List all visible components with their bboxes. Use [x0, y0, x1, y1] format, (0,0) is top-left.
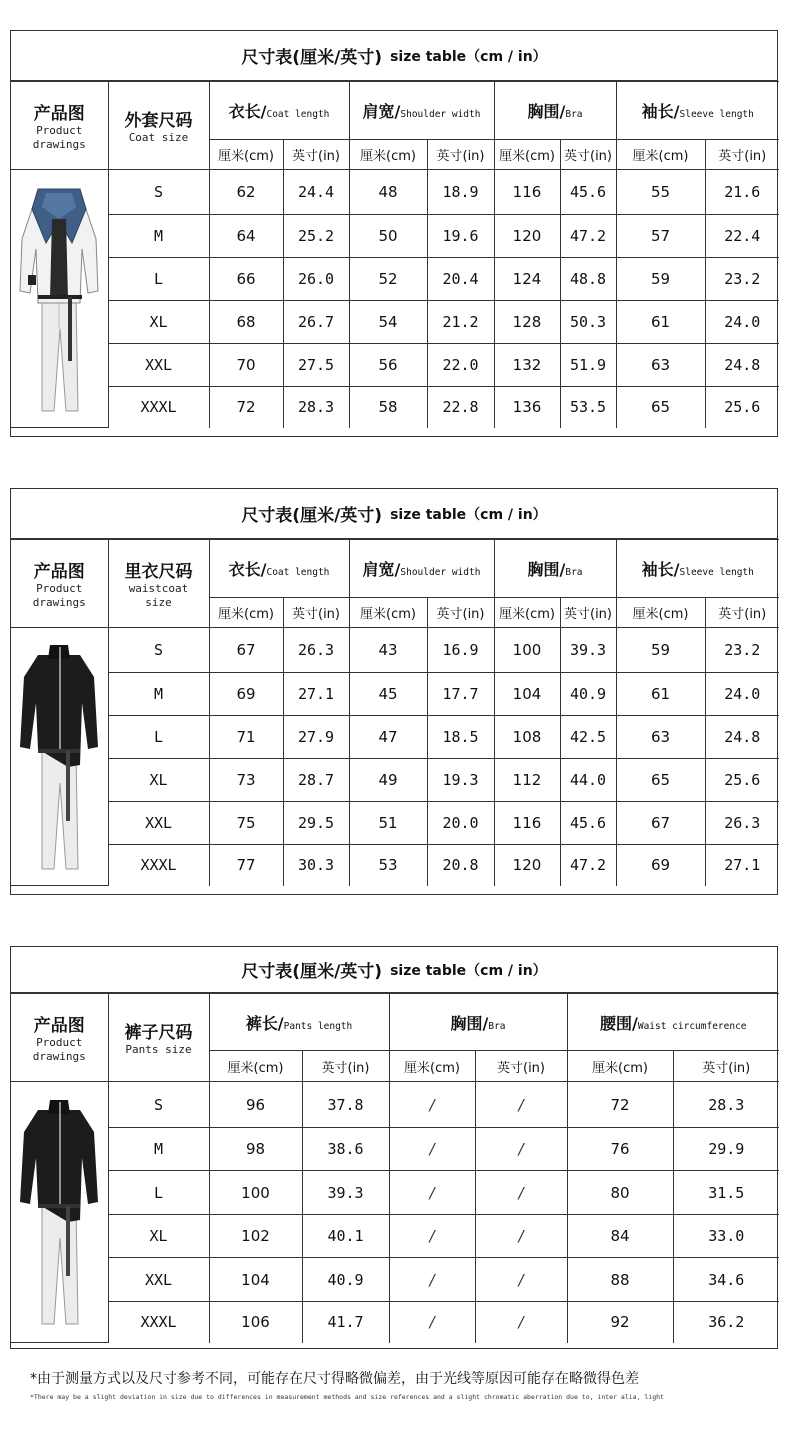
value-cell: 67 [616, 802, 705, 845]
value-cell: 120 [494, 215, 560, 258]
value-cell: 39.3 [560, 628, 616, 673]
value-cell: 69 [616, 845, 705, 886]
size-cell: XL [108, 1215, 209, 1258]
value-cell: 100 [494, 628, 560, 673]
value-cell: 70 [209, 344, 283, 387]
value-cell: 55 [616, 170, 705, 215]
unit-cm: 厘米(cm) [209, 140, 283, 170]
value-cell: 63 [616, 716, 705, 759]
value-cell: 29.9 [673, 1128, 779, 1171]
value-cell: / [389, 1258, 475, 1302]
value-cell: 28.7 [283, 759, 349, 802]
title-en: size table（cm / in） [390, 48, 547, 65]
value-cell: 24.0 [705, 301, 779, 344]
value-cell: 22.4 [705, 215, 779, 258]
value-cell: 38.6 [302, 1128, 389, 1171]
unit-in: 英寸(in) [560, 598, 616, 628]
value-cell: 20.8 [427, 845, 494, 886]
value-cell: 63 [616, 344, 705, 387]
table-row [11, 1128, 779, 1171]
table-row [11, 628, 779, 673]
product-drawing-coat [11, 170, 108, 428]
value-cell: 25.6 [705, 759, 779, 802]
value-cell: 26.3 [705, 802, 779, 845]
product-drawing-waistcoat [11, 628, 108, 886]
value-cell: 25.6 [705, 387, 779, 428]
pants-outfit-image [16, 1092, 102, 1332]
table-row [11, 716, 779, 759]
value-cell: 24.8 [705, 716, 779, 759]
value-cell: 52 [349, 258, 427, 301]
size-cell: M [108, 673, 209, 716]
unit-in: 英寸(in) [427, 598, 494, 628]
unit-in: 英寸(in) [673, 1051, 779, 1082]
unit-in: 英寸(in) [302, 1051, 389, 1082]
value-cell: 59 [616, 258, 705, 301]
value-cell: 27.1 [705, 845, 779, 886]
value-cell: 66 [209, 258, 283, 301]
value-cell: 20.0 [427, 802, 494, 845]
value-cell: 56 [349, 344, 427, 387]
table-row [11, 759, 779, 802]
group-coat-length: 衣长/Coat length [209, 540, 349, 598]
size-cell: XL [108, 301, 209, 344]
disclaimer-en: *There may be a slight deviation in size due to differences in measurement methods and size references and a slight chromatic aberration due to, inter alia, light [30, 1393, 664, 1401]
value-cell: 71 [209, 716, 283, 759]
value-cell: 22.0 [427, 344, 494, 387]
value-cell: 16.9 [427, 628, 494, 673]
group-sleeve-length: 袖长/Sleeve length [616, 540, 779, 598]
table-row [11, 1082, 779, 1128]
unit-in: 英寸(in) [475, 1051, 567, 1082]
value-cell: 24.8 [705, 344, 779, 387]
value-cell: / [475, 1258, 567, 1302]
value-cell: 124 [494, 258, 560, 301]
value-cell: 45.6 [560, 802, 616, 845]
unit-in: 英寸(in) [705, 598, 779, 628]
table-row [11, 387, 779, 428]
size-cell: XXL [108, 344, 209, 387]
value-cell: 40.9 [302, 1258, 389, 1302]
unit-cm: 厘米(cm) [349, 598, 427, 628]
value-cell: 17.7 [427, 673, 494, 716]
value-cell: 26.3 [283, 628, 349, 673]
title-zh: 尺寸表(厘米/英寸) [241, 506, 383, 526]
value-cell: 40.1 [302, 1215, 389, 1258]
value-cell: 112 [494, 759, 560, 802]
unit-cm: 厘米(cm) [389, 1051, 475, 1082]
size-cell: XXL [108, 1258, 209, 1302]
group-shoulder-width: 肩宽/Shoulder width [349, 540, 494, 598]
value-cell: 106 [209, 1302, 302, 1343]
unit-cm: 厘米(cm) [616, 598, 705, 628]
value-cell: 26.0 [283, 258, 349, 301]
table-row [11, 170, 779, 215]
table-row [11, 344, 779, 387]
size-cell: XXL [108, 802, 209, 845]
value-cell: 43 [349, 628, 427, 673]
table-row [11, 845, 779, 886]
value-cell: 64 [209, 215, 283, 258]
table-row [11, 673, 779, 716]
table-title [11, 31, 777, 81]
value-cell: 30.3 [283, 845, 349, 886]
value-cell: 19.6 [427, 215, 494, 258]
value-cell: / [389, 1171, 475, 1215]
value-cell: 24.0 [705, 673, 779, 716]
unit-in: 英寸(in) [560, 140, 616, 170]
value-cell: 104 [209, 1258, 302, 1302]
value-cell: 61 [616, 301, 705, 344]
group-shoulder-width: 肩宽/Shoulder width [349, 82, 494, 140]
size-label-zh: 外套尺码 [124, 111, 193, 131]
title-en: size table（cm / in） [390, 962, 547, 979]
size-cell: M [108, 1128, 209, 1171]
table-row [11, 1215, 779, 1258]
unit-cm: 厘米(cm) [494, 598, 560, 628]
drawings-label-zh: 产品图 [33, 104, 85, 124]
value-cell: 57 [616, 215, 705, 258]
value-cell: 53 [349, 845, 427, 886]
drawings-label-en: Product drawings [32, 1036, 86, 1063]
value-cell: 23.2 [705, 258, 779, 301]
value-cell: 39.3 [302, 1171, 389, 1215]
size-header [108, 540, 209, 628]
value-cell: 26.7 [283, 301, 349, 344]
value-cell: 53.5 [560, 387, 616, 428]
value-cell: 50.3 [560, 301, 616, 344]
value-cell: 51.9 [560, 344, 616, 387]
size-cell: XXXL [108, 845, 209, 886]
value-cell: 67 [209, 628, 283, 673]
value-cell: / [389, 1082, 475, 1128]
coat-size-table [10, 30, 778, 437]
group-sleeve-length: 袖长/Sleeve length [616, 82, 779, 140]
value-cell: 76 [567, 1128, 673, 1171]
value-cell: 48.8 [560, 258, 616, 301]
table-row [11, 301, 779, 344]
drawings-header [11, 82, 108, 170]
table-row [11, 1302, 779, 1343]
size-header [108, 82, 209, 170]
value-cell: 61 [616, 673, 705, 716]
drawings-label-zh: 产品图 [33, 562, 85, 582]
value-cell: 65 [616, 387, 705, 428]
value-cell: 84 [567, 1215, 673, 1258]
value-cell: 80 [567, 1171, 673, 1215]
value-cell: 18.9 [427, 170, 494, 215]
unit-cm: 厘米(cm) [209, 598, 283, 628]
value-cell: 28.3 [283, 387, 349, 428]
title-zh: 尺寸表(厘米/英寸) [241, 48, 383, 68]
size-label-en: Coat size [128, 131, 189, 144]
value-cell: 73 [209, 759, 283, 802]
size-cell: XXXL [108, 387, 209, 428]
value-cell: / [389, 1215, 475, 1258]
value-cell: 21.6 [705, 170, 779, 215]
table-row [11, 258, 779, 301]
value-cell: 50 [349, 215, 427, 258]
value-cell: 22.8 [427, 387, 494, 428]
value-cell: 47.2 [560, 215, 616, 258]
value-cell: 69 [209, 673, 283, 716]
size-cell: L [108, 1171, 209, 1215]
value-cell: 44.0 [560, 759, 616, 802]
value-cell: 20.4 [427, 258, 494, 301]
value-cell: 68 [209, 301, 283, 344]
value-cell: 65 [616, 759, 705, 802]
value-cell: 51 [349, 802, 427, 845]
unit-cm: 厘米(cm) [494, 140, 560, 170]
coat-outfit-image [16, 179, 102, 419]
value-cell: 58 [349, 387, 427, 428]
unit-cm: 厘米(cm) [349, 140, 427, 170]
unit-in: 英寸(in) [427, 140, 494, 170]
pants-size-table [10, 946, 778, 1349]
drawings-label-en: Product drawings [32, 582, 86, 609]
table-title [11, 489, 777, 539]
table-row [11, 802, 779, 845]
value-cell: 72 [567, 1082, 673, 1128]
value-cell: / [389, 1302, 475, 1343]
value-cell: 27.5 [283, 344, 349, 387]
group-pants-length: 裤长/Pants length [209, 994, 389, 1051]
size-cell: M [108, 215, 209, 258]
unit-cm: 厘米(cm) [567, 1051, 673, 1082]
value-cell: 47.2 [560, 845, 616, 886]
drawings-header [11, 994, 108, 1082]
size-cell: XXXL [108, 1302, 209, 1343]
group-bra: 胸围/Bra [494, 82, 616, 140]
value-cell: 98 [209, 1128, 302, 1171]
value-cell: 28.3 [673, 1082, 779, 1128]
value-cell: 54 [349, 301, 427, 344]
value-cell: / [475, 1302, 567, 1343]
value-cell: / [475, 1082, 567, 1128]
value-cell: 108 [494, 716, 560, 759]
group-waist: 腰围/Waist circumference [567, 994, 779, 1051]
table-title [11, 947, 777, 993]
value-cell: 45.6 [560, 170, 616, 215]
value-cell: 42.5 [560, 716, 616, 759]
group-bra: 胸围/Bra [494, 540, 616, 598]
value-cell: 29.5 [283, 802, 349, 845]
size-header [108, 994, 209, 1082]
value-cell: 49 [349, 759, 427, 802]
value-cell: 128 [494, 301, 560, 344]
size-label-zh: 里衣尺码 [124, 562, 193, 582]
value-cell: 72 [209, 387, 283, 428]
value-cell: 102 [209, 1215, 302, 1258]
size-cell: XL [108, 759, 209, 802]
value-cell: 116 [494, 170, 560, 215]
value-cell: 120 [494, 845, 560, 886]
drawings-label-en: Product drawings [32, 124, 86, 151]
size-cell: S [108, 628, 209, 673]
value-cell: 48 [349, 170, 427, 215]
size-cell: L [108, 258, 209, 301]
value-cell: 21.2 [427, 301, 494, 344]
unit-in: 英寸(in) [283, 140, 349, 170]
title-en: size table（cm / in） [390, 506, 547, 523]
table-row [11, 1171, 779, 1215]
unit-cm: 厘米(cm) [209, 1051, 302, 1082]
unit-cm: 厘米(cm) [616, 140, 705, 170]
value-cell: 100 [209, 1171, 302, 1215]
unit-in: 英寸(in) [705, 140, 779, 170]
group-bra: 胸围/Bra [389, 994, 567, 1051]
size-label-zh: 裤子尺码 [124, 1023, 193, 1043]
value-cell: 41.7 [302, 1302, 389, 1343]
value-cell: / [475, 1128, 567, 1171]
black-jacket-outfit-image [16, 637, 102, 877]
value-cell: 40.9 [560, 673, 616, 716]
unit-in: 英寸(in) [283, 598, 349, 628]
table-row [11, 215, 779, 258]
value-cell: / [389, 1128, 475, 1171]
value-cell: 88 [567, 1258, 673, 1302]
value-cell: / [475, 1215, 567, 1258]
value-cell: 27.1 [283, 673, 349, 716]
value-cell: 47 [349, 716, 427, 759]
group-coat-length: 衣长/Coat length [209, 82, 349, 140]
value-cell: 31.5 [673, 1171, 779, 1215]
waistcoat-size-table [10, 488, 778, 895]
value-cell: 27.9 [283, 716, 349, 759]
value-cell: 24.4 [283, 170, 349, 215]
value-cell: 34.6 [673, 1258, 779, 1302]
drawings-header [11, 540, 108, 628]
product-drawing-pants [11, 1082, 108, 1343]
value-cell: 77 [209, 845, 283, 886]
table-row [11, 1258, 779, 1302]
value-cell: 36.2 [673, 1302, 779, 1343]
value-cell: 45 [349, 673, 427, 716]
title-zh: 尺寸表(厘米/英寸) [241, 962, 383, 982]
value-cell: 18.5 [427, 716, 494, 759]
value-cell: 104 [494, 673, 560, 716]
value-cell: 59 [616, 628, 705, 673]
value-cell: 116 [494, 802, 560, 845]
drawings-label-zh: 产品图 [33, 1016, 85, 1036]
value-cell: 136 [494, 387, 560, 428]
size-label-en: Pants size [125, 1043, 192, 1056]
value-cell: 96 [209, 1082, 302, 1128]
size-label-en: waistcoat size [128, 582, 189, 609]
value-cell: 62 [209, 170, 283, 215]
value-cell: 25.2 [283, 215, 349, 258]
size-cell: S [108, 170, 209, 215]
size-cell: L [108, 716, 209, 759]
value-cell: 19.3 [427, 759, 494, 802]
value-cell: 75 [209, 802, 283, 845]
value-cell: / [475, 1171, 567, 1215]
value-cell: 37.8 [302, 1082, 389, 1128]
value-cell: 33.0 [673, 1215, 779, 1258]
value-cell: 23.2 [705, 628, 779, 673]
size-cell: S [108, 1082, 209, 1128]
value-cell: 132 [494, 344, 560, 387]
value-cell: 92 [567, 1302, 673, 1343]
disclaimer-zh: *由于测量方式以及尺寸参考不同，可能存在尺寸得略微偏差，由于光线等原因可能存在略微得色差 [30, 1371, 639, 1387]
